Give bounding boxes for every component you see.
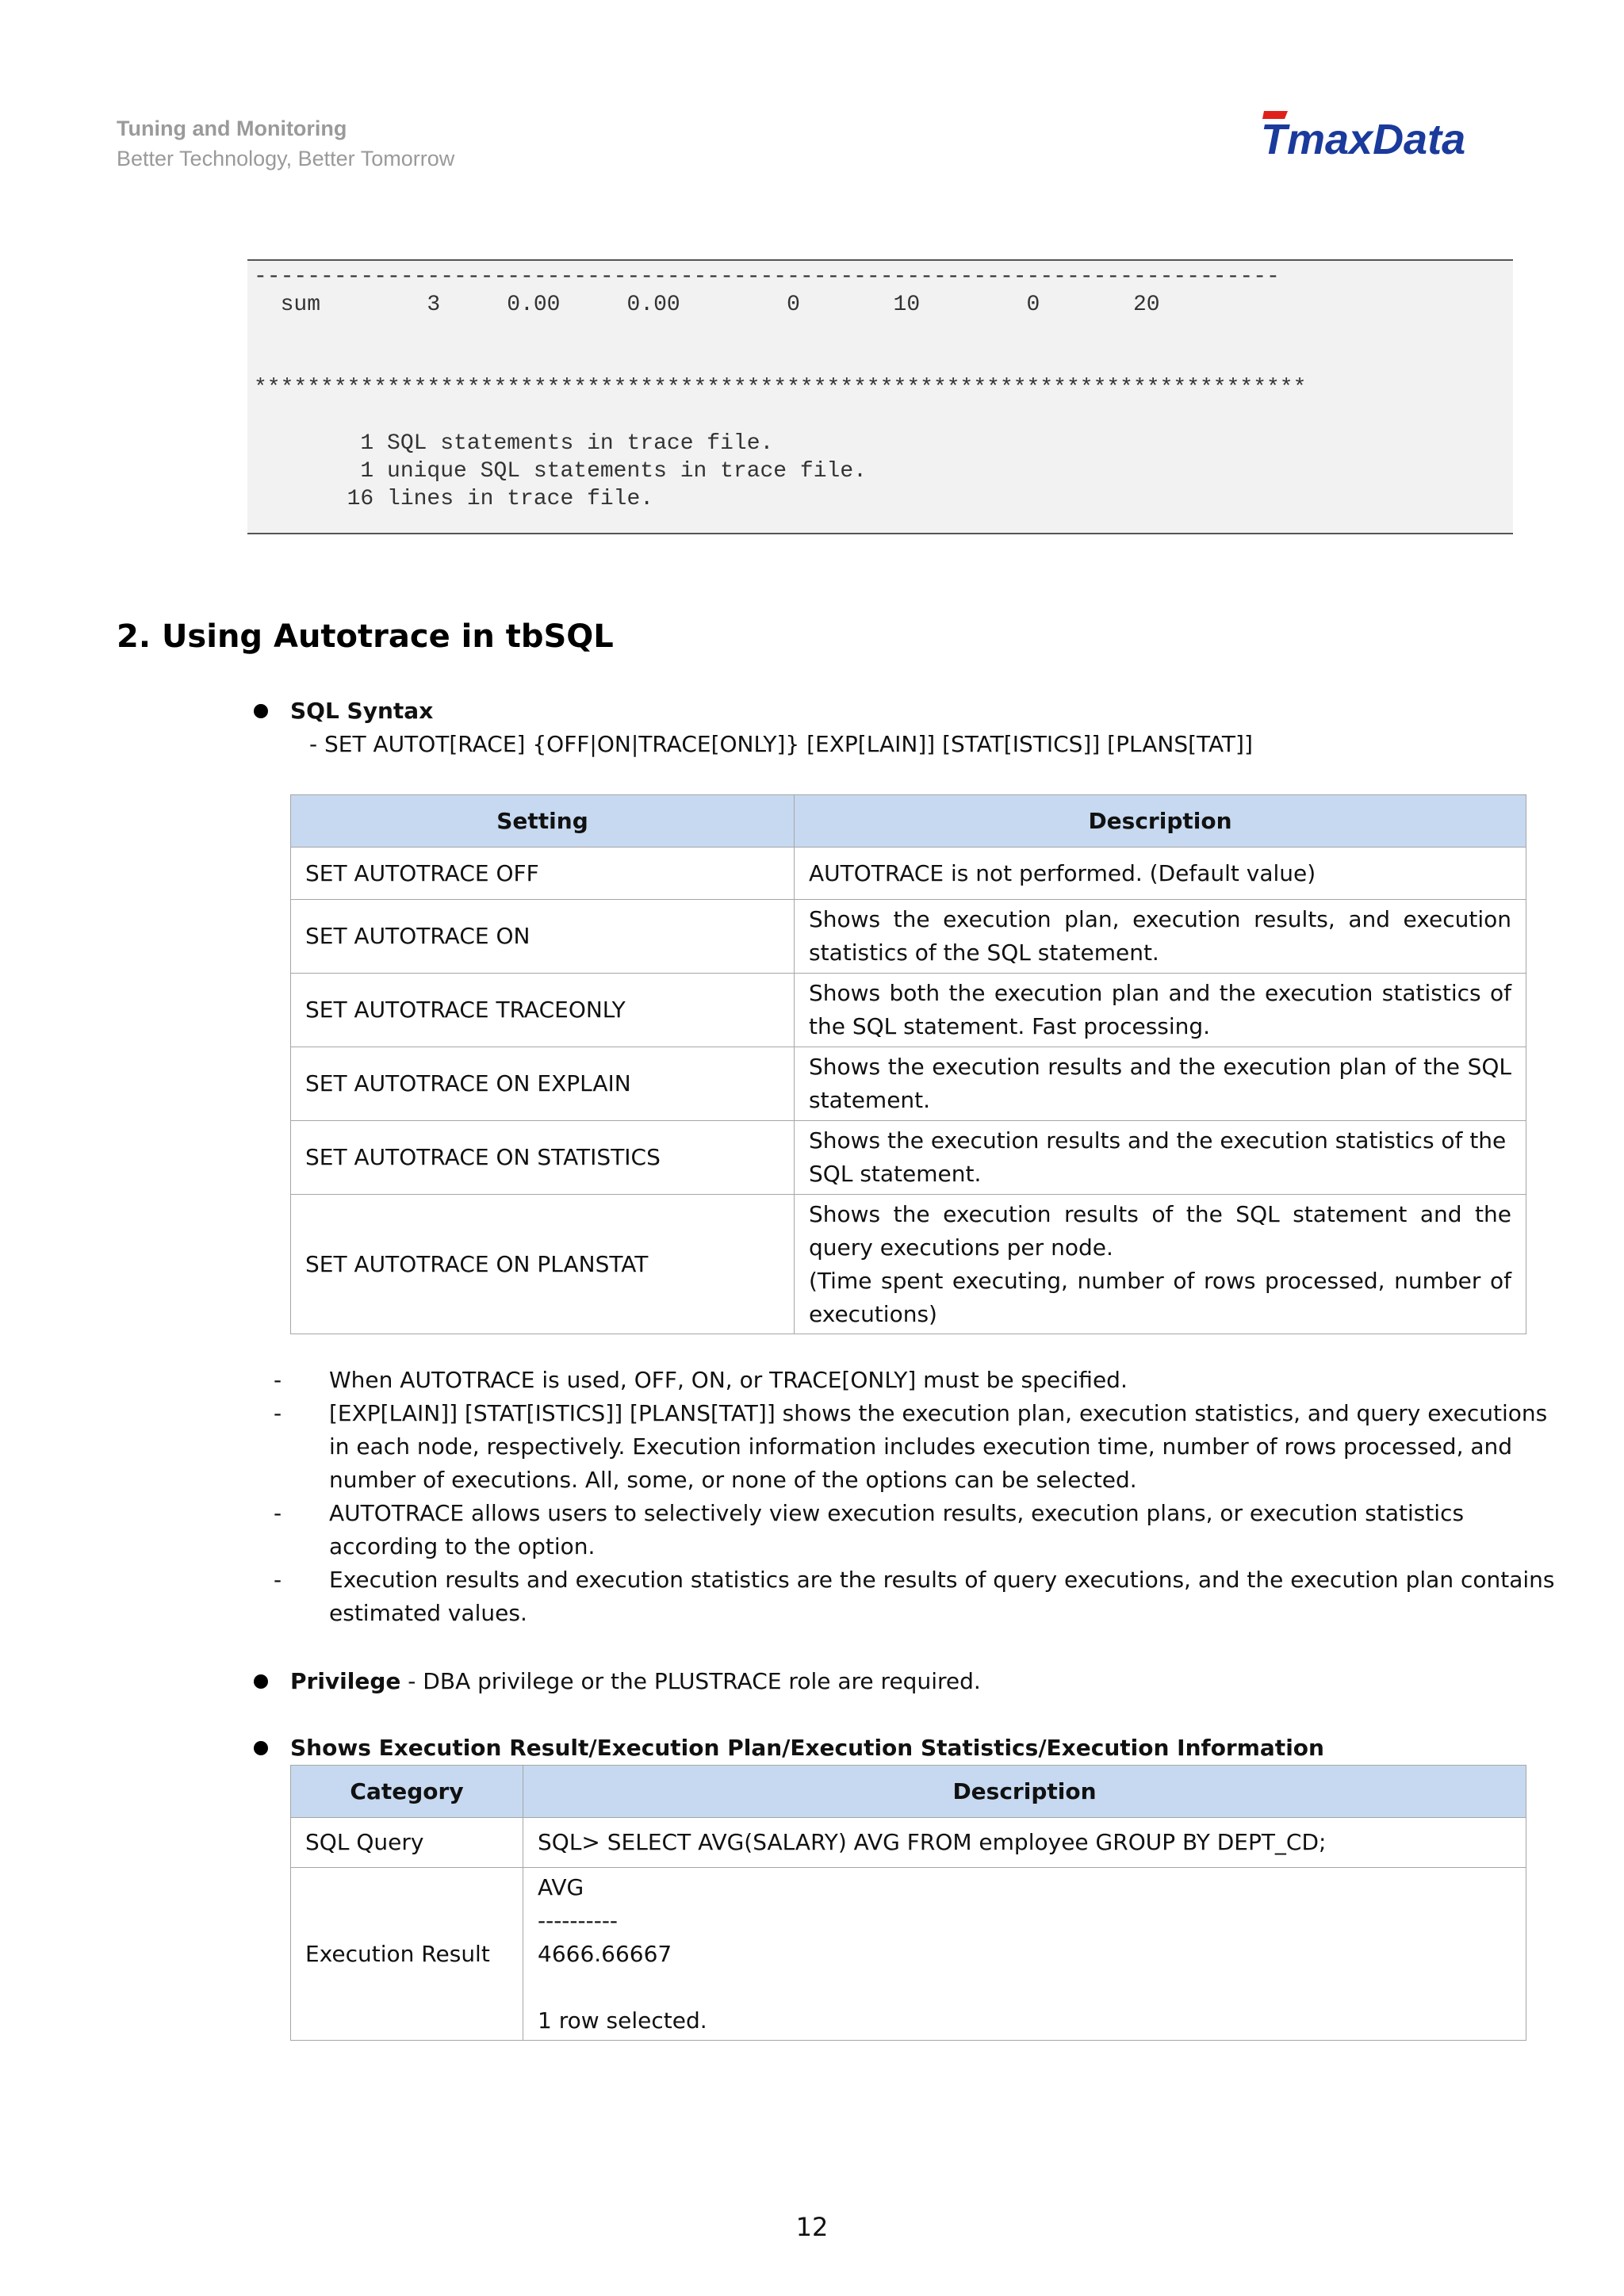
privilege-line [290, 1665, 981, 1698]
setting-cell: SET AUTOTRACE TRACEONLY [291, 974, 795, 1047]
list-item: - Execution results and execution statistics are the results of query executions, and the execution plan contains estimated values. [274, 1567, 1555, 1626]
result-line: 1 row selected. [538, 2007, 707, 2034]
privilege-label: Privilege [290, 1668, 401, 1694]
settings-table [290, 794, 1526, 1334]
description-cell: SQL> SELECT AVG(SALARY) AVG FROM employee GROUP BY DEPT_CD; [523, 1818, 1526, 1868]
syntax-text: - SET AUTOT[RACE] {OFF|ON|TRACE[ONLY]} [EXP[LAIN]] [STAT[ISTICS]] [PLANS[TAT]] [309, 731, 1253, 757]
setting-cell: SET AUTOTRACE ON STATISTICS [291, 1121, 795, 1195]
list-item: - When AUTOTRACE is used, OFF, ON, or TRACE[ONLY] must be specified. [274, 1367, 1128, 1393]
description-cell: Shows both the execution plan and the execution statistics of the SQL statement. Fast processing. [795, 974, 1526, 1047]
section-title: 2. Using Autotrace in tbSQL [117, 618, 614, 655]
code-line: 16 lines in trace file. [254, 487, 654, 511]
code-line: 1 unique SQL statements in trace file. [254, 459, 867, 484]
code-line: sum 3 0.00 0.00 0 10 0 20 [254, 293, 1160, 317]
logo-text: TmaxData [1261, 116, 1466, 160]
description-cell: Shows the execution results and the execution plan of the SQL statement. [795, 1047, 1526, 1121]
setting-cell: SET AUTOTRACE ON PLANSTAT [291, 1195, 795, 1334]
bullet-icon [254, 704, 268, 718]
result-line: AVG [538, 1873, 584, 1900]
description-cell [795, 1195, 1526, 1334]
note-text: Execution results and execution statistics are the results of query executions, and the execution plan contains estimated values. [329, 1567, 1555, 1626]
setting-cell: SET AUTOTRACE OFF [291, 848, 795, 900]
list-item: - AUTOTRACE allows users to selectively view execution results, execution plans, or execution statistics according to the option. [274, 1500, 1465, 1559]
privilege-text: - DBA privilege or the PLUSTRACE role are required. [400, 1668, 981, 1694]
column-header: Setting [291, 795, 795, 848]
description-cell [523, 1868, 1526, 2041]
table-row [291, 974, 1526, 1047]
description-line: (Time spent executing, number of rows processed, number of executions) [809, 1267, 1511, 1327]
description-line: Shows the execution results of the SQL statement and the query executions per node. [809, 1200, 1511, 1261]
tmaxdata-logo [1261, 108, 1511, 160]
description-cell: AUTOTRACE is not performed. (Default value) [795, 848, 1526, 900]
code-line: ----------------------------------------------------------------------------- [254, 265, 1280, 289]
description-cell: Shows the execution results and the execution statistics of the SQL statement. [795, 1121, 1526, 1195]
exec-info-label: Shows Execution Result/Execution Plan/Execution Statistics/Execution Information [290, 1735, 1324, 1761]
column-header: Description [523, 1766, 1526, 1818]
result-line: 4666.66667 [538, 1940, 672, 1967]
page-header [117, 113, 454, 174]
code-line: ******************************************************************************* [254, 376, 1307, 400]
description-cell: Shows the execution plan, execution results, and execution statistics of the SQL statement. [795, 900, 1526, 974]
table-row [291, 848, 1526, 900]
note-text: AUTOTRACE allows users to selectively view execution results, execution plans, or execution statistics according to the option. [329, 1500, 1465, 1559]
table-row [291, 1868, 1526, 2041]
page-number: 12 [795, 2212, 829, 2242]
table-row [291, 1121, 1526, 1195]
header-tagline: Better Technology, Better Tomorrow [117, 147, 455, 170]
code-block [247, 259, 1513, 534]
notes-list [274, 1364, 1574, 1630]
code-line: 1 SQL statements in trace file. [254, 431, 774, 456]
result-line [538, 1971, 1511, 2004]
category-cell: SQL Query [291, 1818, 523, 1868]
table-row [291, 1047, 1526, 1121]
table-row [291, 1195, 1526, 1334]
result-line: ---------- [538, 1907, 619, 1934]
column-header: Description [795, 795, 1526, 848]
exec-info-table [290, 1765, 1526, 2041]
bullet-icon [254, 1674, 268, 1689]
setting-cell: SET AUTOTRACE ON [291, 900, 795, 974]
category-cell: Execution Result [291, 1868, 523, 2041]
bullet-icon [254, 1741, 268, 1755]
table-row [291, 900, 1526, 974]
setting-cell: SET AUTOTRACE ON EXPLAIN [291, 1047, 795, 1121]
list-item: - [EXP[LAIN]] [STAT[ISTICS]] [PLANS[TAT]] shows the execution plan, execution statistics, and query executions in each node, respectively. Execution information includes execution time, number of rows processed, and number of executions. All, some, or none of the options can be selected. [274, 1400, 1548, 1493]
header-title: Tuning and Monitoring [117, 117, 347, 140]
table-row [291, 1818, 1526, 1868]
column-header: Category [291, 1766, 523, 1818]
syntax-label: SQL Syntax [290, 698, 434, 724]
note-text: [EXP[LAIN]] [STAT[ISTICS]] [PLANS[TAT]] shows the execution plan, execution statistics, and query executions in each node, respectively. Execution information includes execution time, number of rows processed, and number of executions. All, some, or none of the options can be selected. [329, 1400, 1548, 1493]
note-text: When AUTOTRACE is used, OFF, ON, or TRACE[ONLY] must be specified. [329, 1367, 1128, 1393]
